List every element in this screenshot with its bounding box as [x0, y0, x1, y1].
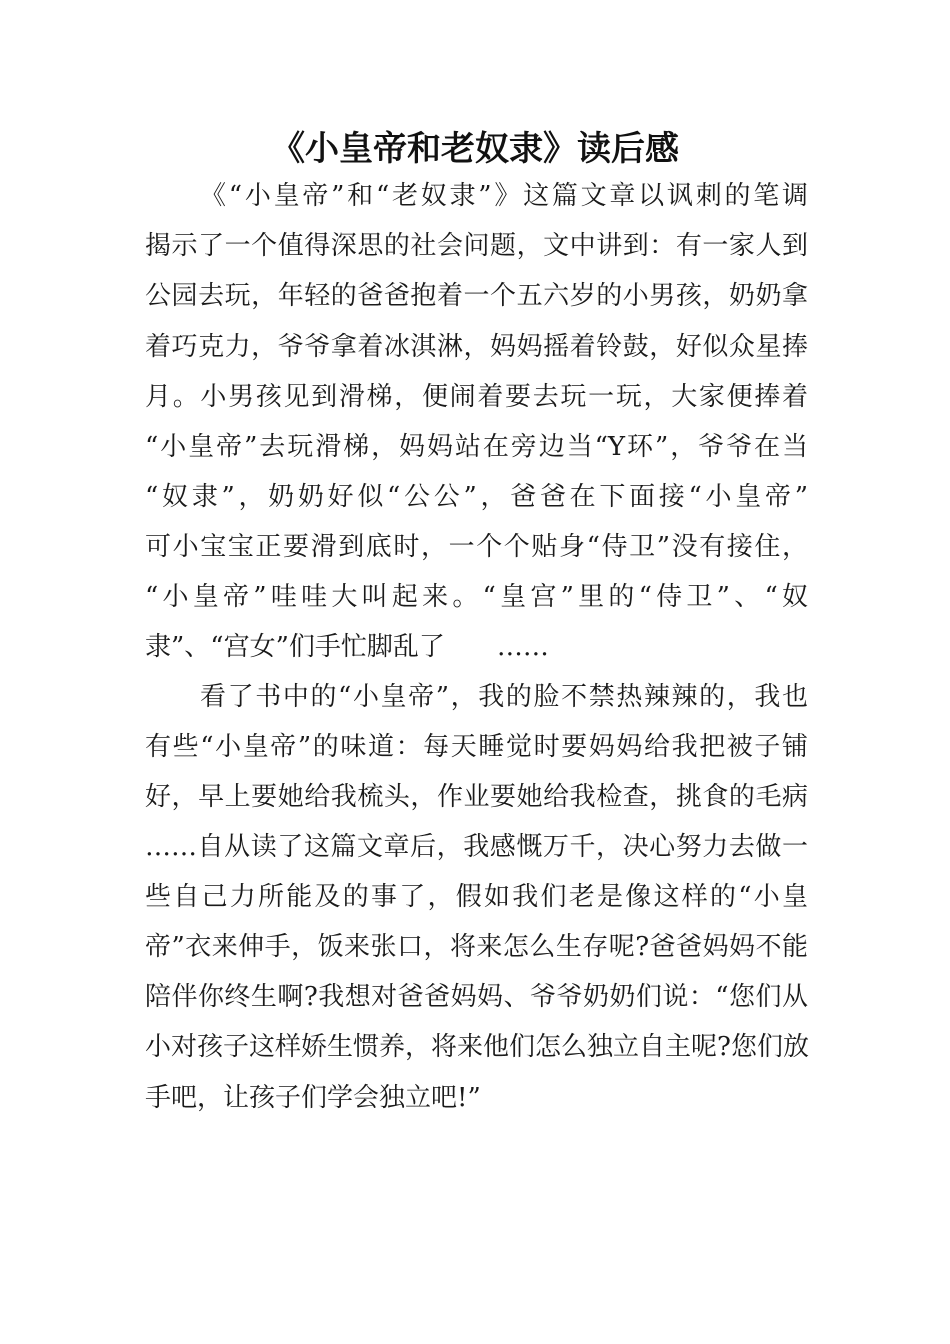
text-line: 陪伴你终生啊?我想对爸爸妈妈、爷爷奶奶们说：“您们从	[145, 982, 808, 1012]
text-line: 小对孩子这样娇生惯养，将来他们怎么独立自主呢?您们放	[145, 1032, 809, 1062]
text-line: “奴隶”，奶奶好似“公公”，爸爸在下面接“小皇帝”	[145, 482, 808, 512]
text-line: 些自己力所能及的事了，假如我们老是像这样的“小皇	[145, 882, 808, 912]
text-line: 揭示了一个值得深思的社会问题，文中讲到：有一家人到	[145, 231, 808, 261]
text-line: 公园去玩，年轻的爸爸抱着一个五六岁的小男孩，奶奶拿	[145, 281, 808, 311]
text-line: “小皇帝”哇哇大叫起来。“皇宫”里的“侍卫”、“奴	[145, 582, 808, 612]
text-line: 好，早上要她给我梳头，作业要她给我检查，挑食的毛病	[145, 782, 808, 812]
text-line: 隶”、“宫女”们手忙脚乱了 ……	[145, 632, 549, 662]
text-line: 有些“小皇帝”的味道：每天睡觉时要妈妈给我把被子铺	[145, 732, 808, 762]
text-line: 手吧，让孩子们学会独立吧!”	[145, 1083, 481, 1113]
text-line: 《“小皇帝”和“老奴隶”》这篇文章以讽刺的笔调	[200, 181, 808, 211]
text-line: 月。小男孩见到滑梯，便闹着要去玩一玩，大家便捧着	[145, 382, 808, 412]
text-line: ……自从读了这篇文章后，我感慨万千，决心努力去做一	[145, 832, 808, 862]
text-line: 看了书中的“小皇帝”，我的脸不禁热辣辣的，我也	[200, 682, 808, 712]
text-line: “小皇帝”去玩滑梯，妈妈站在旁边当“Y环”，爷爷在当	[145, 432, 808, 462]
document-title: 《小皇帝和老奴隶》读后感	[271, 129, 679, 169]
text-line: 帝”衣来伸手，饭来张口，将来怎么生存呢?爸爸妈妈不能	[145, 932, 808, 962]
text-line: 着巧克力，爷爷拿着冰淇淋，妈妈摇着铃鼓，好似众星捧	[145, 332, 808, 362]
text-line: 可小宝宝正要滑到底时，一个个贴身“侍卫”没有接住，	[145, 532, 808, 562]
